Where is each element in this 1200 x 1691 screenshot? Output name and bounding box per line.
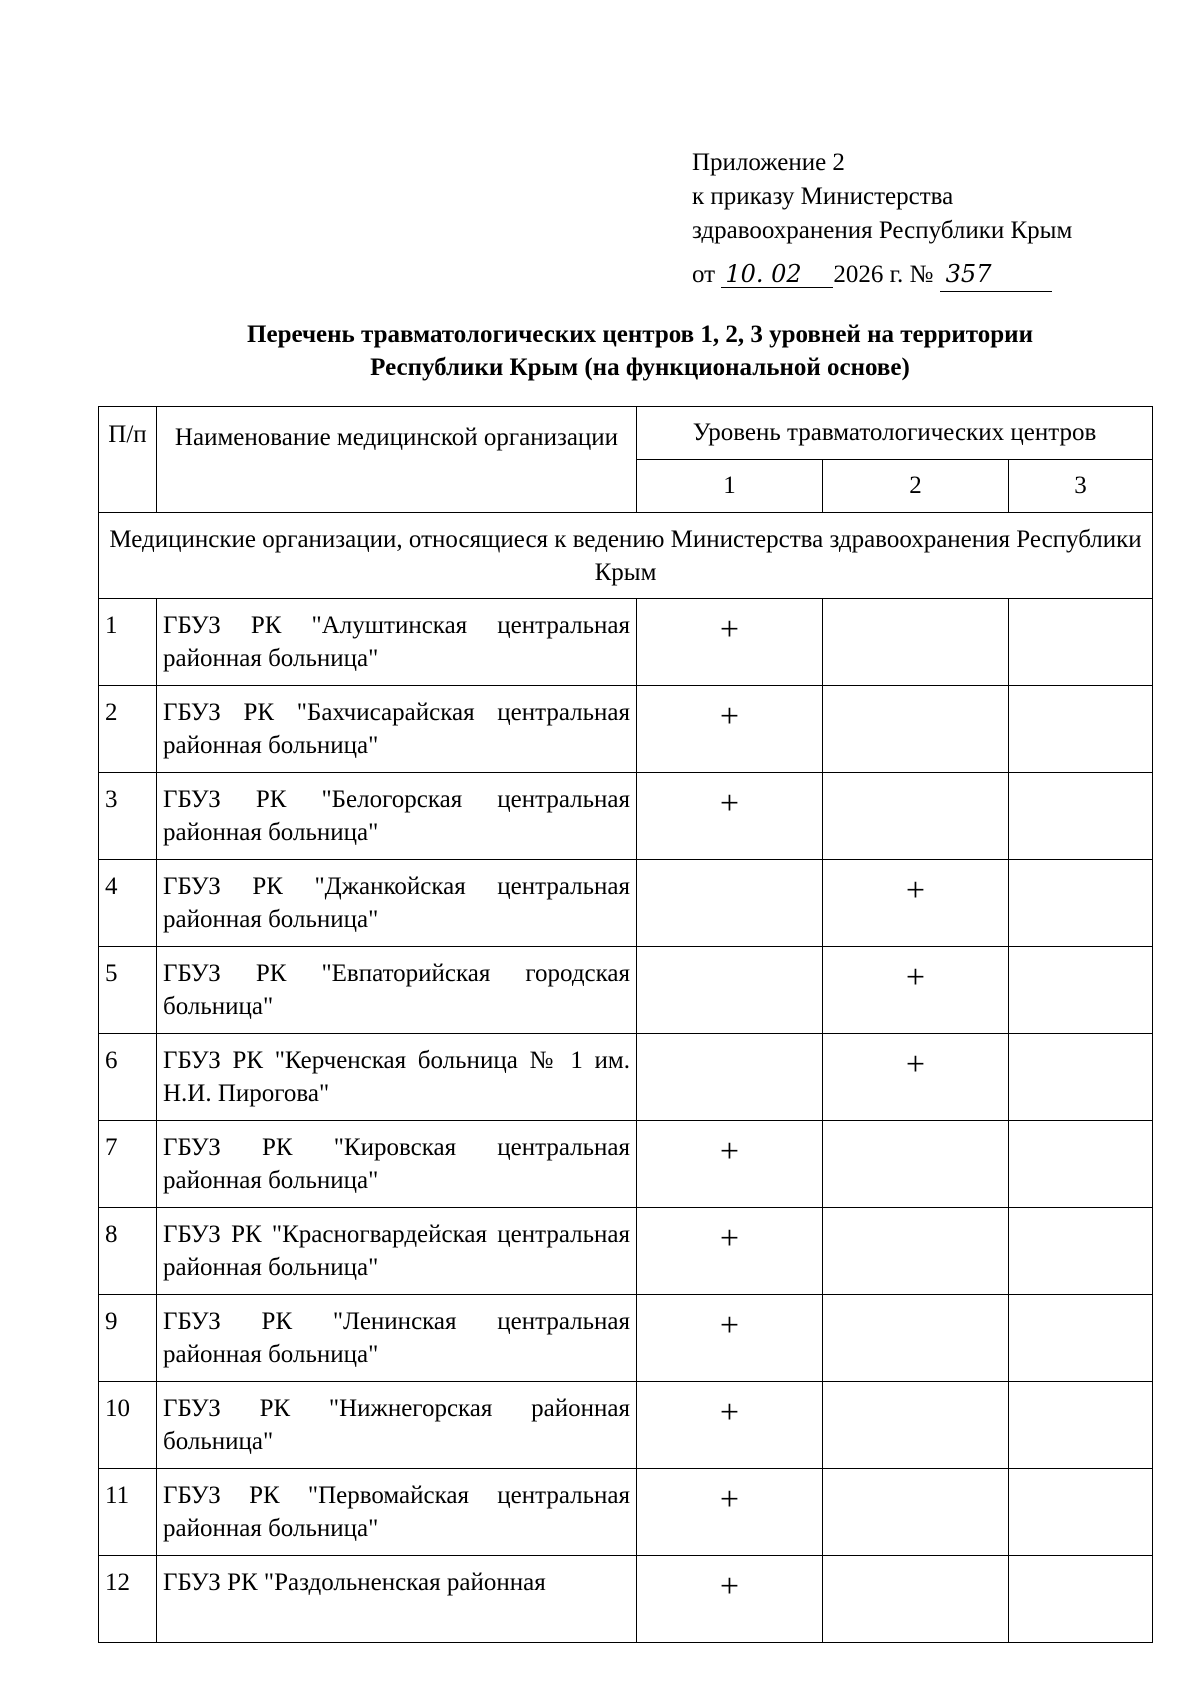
organization-name: ГБУЗ РК "Алуштинская центральная районная больница" [157, 599, 637, 686]
level-1-cell [637, 1034, 823, 1121]
table-row [99, 773, 1153, 860]
level-1-cell: + [637, 773, 823, 860]
level-1-cell: + [637, 1208, 823, 1295]
level-3-cell [1009, 1556, 1153, 1643]
level-1-cell: + [637, 1382, 823, 1469]
level-3-cell [1009, 1382, 1153, 1469]
organization-name: ГБУЗ РК "Ленинская центральная районная больница" [157, 1295, 637, 1382]
row-number: 4 [99, 860, 157, 947]
header-name: Наименование медицинской организации [157, 407, 637, 513]
organization-name: ГБУЗ РК "Нижнегорская районная больница" [157, 1382, 637, 1469]
organization-name: ГБУЗ РК "Бахчисарайская центральная районная больница" [157, 686, 637, 773]
level-3-cell [1009, 860, 1153, 947]
level-2-cell [823, 599, 1009, 686]
row-number: 3 [99, 773, 157, 860]
organization-name: ГБУЗ РК "Белогорская центральная районная больница" [157, 773, 637, 860]
row-number: 12 [99, 1556, 157, 1643]
table-row [99, 1034, 1153, 1121]
level-1-cell [637, 947, 823, 1034]
level-2-cell [823, 773, 1009, 860]
year-and-number-label: 2026 г. № [833, 261, 934, 288]
table-row [99, 947, 1153, 1034]
level-2-cell [823, 1469, 1009, 1556]
organization-name: ГБУЗ РК "Джанкойская центральная районная больница" [157, 860, 637, 947]
appendix-date-line [692, 248, 1072, 292]
row-number: 1 [99, 599, 157, 686]
row-number: 6 [99, 1034, 157, 1121]
header-level-2: 2 [823, 460, 1009, 513]
section-row [99, 513, 1153, 599]
level-2-cell: + [823, 860, 1009, 947]
level-2-cell [823, 686, 1009, 773]
level-3-cell [1009, 947, 1153, 1034]
table-row [99, 1208, 1153, 1295]
row-number: 9 [99, 1295, 157, 1382]
level-1-cell: + [637, 1121, 823, 1208]
level-3-cell [1009, 599, 1153, 686]
date-prefix: от [692, 261, 716, 288]
table-row [99, 599, 1153, 686]
level-2-cell [823, 1295, 1009, 1382]
level-1-cell: + [637, 1556, 823, 1643]
level-2-cell [823, 1382, 1009, 1469]
header-num: П/п [99, 407, 157, 513]
level-2-cell [823, 1208, 1009, 1295]
level-3-cell [1009, 1121, 1153, 1208]
row-number: 10 [99, 1382, 157, 1469]
section-title: Медицинские организации, относящиеся к ведению Министерства здравоохранения Республики Крым [99, 513, 1153, 599]
level-2-cell: + [823, 947, 1009, 1034]
trauma-centers-table [98, 406, 1153, 1643]
header-level-3: 3 [1009, 460, 1153, 513]
level-2-cell [823, 1121, 1009, 1208]
level-1-cell [637, 860, 823, 947]
organization-name: ГБУЗ РК "Кировская центральная районная больница" [157, 1121, 637, 1208]
appendix-block [692, 146, 1072, 292]
level-2-cell [823, 1556, 1009, 1643]
row-number: 11 [99, 1469, 157, 1556]
row-number: 5 [99, 947, 157, 1034]
header-level-1: 1 [637, 460, 823, 513]
organization-name: ГБУЗ РК "Керченская больница № 1 им. Н.И. Пирогова" [157, 1034, 637, 1121]
row-number: 8 [99, 1208, 157, 1295]
table-row [99, 1121, 1153, 1208]
level-3-cell [1009, 1034, 1153, 1121]
table-row [99, 860, 1153, 947]
appendix-ministry: здравоохранения Республики Крым [692, 217, 1073, 244]
level-1-cell: + [637, 599, 823, 686]
document-title [90, 318, 1190, 384]
handwritten-order-number: 357 [940, 248, 1052, 292]
level-3-cell [1009, 773, 1153, 860]
table-row [99, 1556, 1153, 1643]
title-line-2: Республики Крым (на функциональной основе) [370, 354, 910, 381]
organization-name: ГБУЗ РК "Раздольненская районная [157, 1556, 637, 1643]
level-1-cell: + [637, 1469, 823, 1556]
level-3-cell [1009, 686, 1153, 773]
organization-name: ГБУЗ РК "Евпаторийская городская больница" [157, 947, 637, 1034]
handwritten-date: 10. 02 [721, 261, 833, 288]
level-2-cell: + [823, 1034, 1009, 1121]
level-1-cell: + [637, 686, 823, 773]
appendix-order-ref: к приказу Министерства [692, 183, 954, 210]
table-row [99, 686, 1153, 773]
organization-name: ГБУЗ РК "Красногвардейская центральная районная больница" [157, 1208, 637, 1295]
appendix-title: Приложение 2 [692, 149, 845, 176]
organization-name: ГБУЗ РК "Первомайская центральная районная больница" [157, 1469, 637, 1556]
table-row [99, 1469, 1153, 1556]
level-3-cell [1009, 1208, 1153, 1295]
table-row [99, 1382, 1153, 1469]
header-levels: Уровень травматологических центров [637, 407, 1153, 460]
level-1-cell: + [637, 1295, 823, 1382]
row-number: 7 [99, 1121, 157, 1208]
level-3-cell [1009, 1469, 1153, 1556]
table-header-row [99, 407, 1153, 460]
level-3-cell [1009, 1295, 1153, 1382]
table-row [99, 1295, 1153, 1382]
row-number: 2 [99, 686, 157, 773]
title-line-1: Перечень травматологических центров 1, 2, 3 уровней на территории [247, 321, 1033, 348]
